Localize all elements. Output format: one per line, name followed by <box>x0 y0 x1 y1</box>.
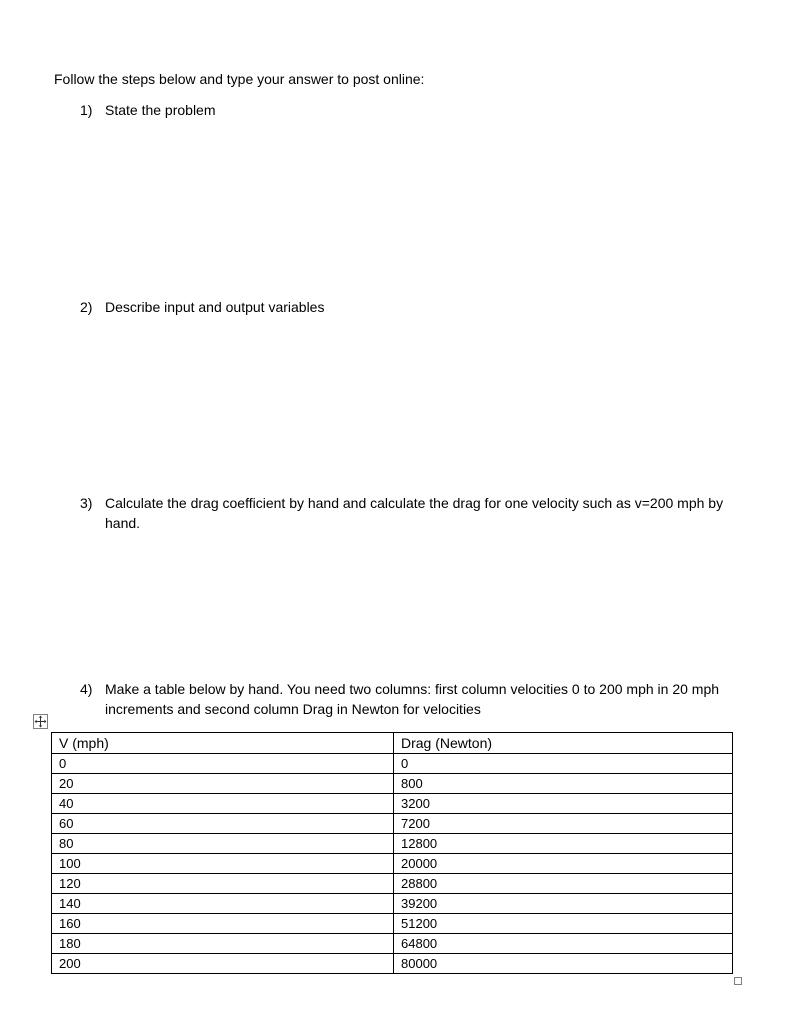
table-row <box>52 854 733 874</box>
drag-cell: 51200 <box>394 914 733 934</box>
table-row <box>52 754 733 774</box>
velocity-cell: 120 <box>52 874 394 894</box>
table-row <box>52 894 733 914</box>
drag-cell: 39200 <box>394 894 733 914</box>
velocity-cell: 100 <box>52 854 394 874</box>
velocity-cell: 60 <box>52 814 394 834</box>
step-text: State the problem <box>105 102 216 118</box>
table-row <box>52 934 733 954</box>
velocity-cell: 180 <box>52 934 394 954</box>
table-row <box>52 794 733 814</box>
step-text: Calculate the drag coefficient by hand and calculate the drag for one velocity such as v=200 mph by hand. <box>105 495 724 531</box>
step-4 <box>80 679 760 719</box>
table-row <box>52 834 733 854</box>
velocity-cell: 80 <box>52 834 394 854</box>
table-resize-icon[interactable] <box>734 977 742 985</box>
table-row <box>52 954 733 974</box>
velocity-cell: 0 <box>52 754 394 774</box>
table-header-row <box>52 733 733 754</box>
drag-cell: 7200 <box>394 814 733 834</box>
step-number: 3) <box>80 495 93 511</box>
drag-cell: 3200 <box>394 794 733 814</box>
velocity-cell: 160 <box>52 914 394 934</box>
table-row <box>52 774 733 794</box>
velocity-drag-table <box>51 732 733 974</box>
table-row <box>52 914 733 934</box>
step-2 <box>80 297 760 317</box>
step-text: Describe input and output variables <box>105 299 325 315</box>
step-text: Make a table below by hand. You need two columns: first column velocities 0 to 200 mph in 20 mph increments and second column Drag in Newton for velocities <box>105 681 720 717</box>
step-3 <box>80 493 760 533</box>
header-velocity: V (mph) <box>52 733 394 754</box>
velocity-cell: 40 <box>52 794 394 814</box>
drag-cell: 80000 <box>394 954 733 974</box>
step-number: 4) <box>80 681 93 697</box>
drag-cell: 12800 <box>394 834 733 854</box>
velocity-cell: 20 <box>52 774 394 794</box>
table-row <box>52 814 733 834</box>
step-number: 2) <box>80 299 93 315</box>
table-row <box>52 874 733 894</box>
drag-cell: 28800 <box>394 874 733 894</box>
table-move-icon[interactable] <box>33 714 48 729</box>
drag-cell: 64800 <box>394 934 733 954</box>
header-drag: Drag (Newton) <box>394 733 733 754</box>
drag-cell: 800 <box>394 774 733 794</box>
instructions-intro: Follow the steps below and type your answer to post online: <box>54 71 425 87</box>
velocity-cell: 140 <box>52 894 394 914</box>
velocity-cell: 200 <box>52 954 394 974</box>
drag-cell: 0 <box>394 754 733 774</box>
step-number: 1) <box>80 102 93 118</box>
drag-cell: 20000 <box>394 854 733 874</box>
step-1 <box>80 100 760 120</box>
